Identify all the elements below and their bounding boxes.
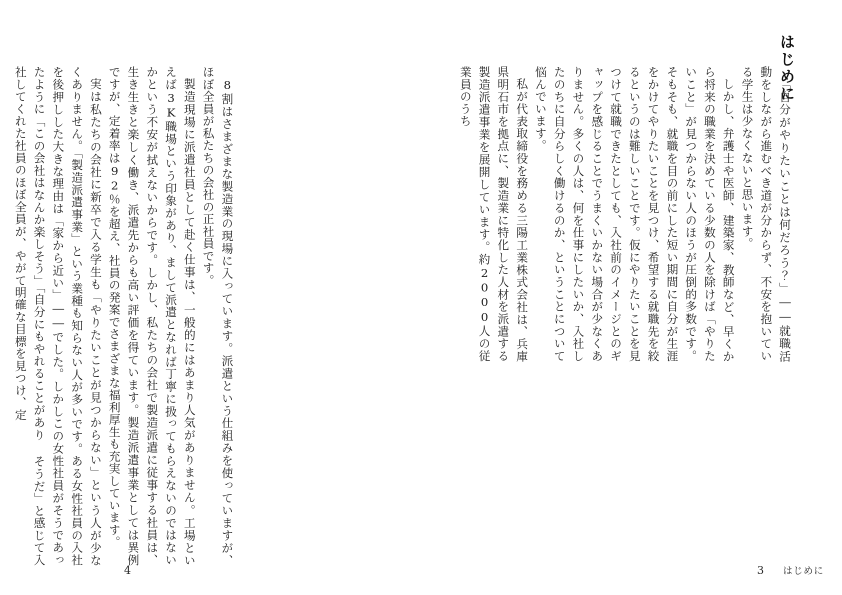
page-right-text-flow [456,66,794,362]
page-right [421,0,842,595]
page-left-text-block [11,66,401,566]
page-left-text-flow [11,66,236,566]
page-left-footer [0,557,421,577]
paragraph: 8割はさまざまな製造業の現場に入っています。派遣という仕組みを使っていますが、ほぼ全員が私たちの会社の正社員です。 [201,66,235,566]
folio-number: 3 [757,564,764,577]
page-left-body [0,30,421,566]
running-head: はじめに [782,566,824,577]
paragraph: 実は私たちの会社に新卒で入る学生も「やりたいことが見つからない」という人が少なくありません。「製造派遣事業」という業種も知らない人が多いです。ある女性社員の入社を後押しした大きな理由は「家から近い」――でした。しかしこの女性社員がそうであったように「この会社はなんか楽しそう」「自分にもやれることがあり そうだ」と感じて入社してくれた社員のほぼ全員が、やがて明確な目標を見つけ、定 [13,66,103,566]
paragraph: 製造現場に派遣社員として赴く仕事は、一般的にはあまり人気がありません。工場といえば3K職場という印象があり、まして派遣となれば丁寧に扱ってもらえないのではないかという不安が拭えないからです。しかし、私たちの会社で製造派遣に従事する社員は、生き生きと楽しく働き、派遣先からも高い評価を得ています。製造派遣事業としては異例ですが、定着率は92％を超え、社員の発案でさまざまな福利厚生も充実しています。 [107,66,197,566]
paragraph: 「自分がやりたいことは何だろう？」――就職活動をしながら進むべき道が分からず、不安を抱いている学生は少なくないと思います。 [740,66,793,362]
folio-number: 4 [124,564,131,577]
paragraph: しかし、弁護士や医師、建築家、教師など、早くから将来の職業を決めている少数の人を除けば「やりたいこと」が見つからない人のほうが圧倒的多数です。そもそも、就職を目の前にした短い期間に自分が生涯をかけてやりたいことを見つけ、希望する就職先を絞るというのは難しいことです。仮にやりたいことを見つけて就職できたとしても、入社前のイメージとのギャップを感じることでうまくいかない場合が少なくありません。多くの人は、何を仕事にしたいか、入社したのちに自分らしく働けるのか、ということについて悩んでいます。 [533,66,736,362]
paragraph: 私が代表取締役を務める三陽工業株式会社は、兵庫県明石市を拠点に、製造業に特化した人材を派遣する製造派遣事業を展開しています。約2000人の従業員のうち [458,66,530,362]
page-right-footer [421,557,842,577]
page-right-text-block [456,66,793,362]
page-title: はじめに [778,34,796,103]
page-right-body [421,30,842,535]
